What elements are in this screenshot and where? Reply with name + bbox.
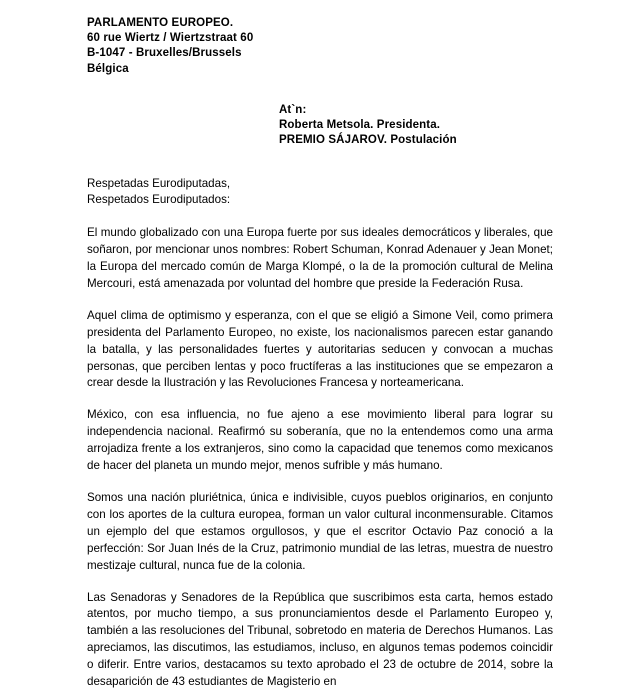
body-paragraph: México, con esa influencia, no fue ajeno a ese movimiento liberal para lograr su independencia nacional. Reafirmó su soberanía, que no la entendemos como una arma arrojadiza frente a los extranjeros, sino como la capacidad que tenemos como mexicanos de hacer del planeta un mundo mejor, menos sufrible y más humano. xyxy=(87,408,553,473)
salutation-line-female: Respetadas Eurodiputadas, xyxy=(87,177,231,191)
letter-body xyxy=(87,225,552,691)
salutation-block xyxy=(87,176,552,207)
body-paragraph: Las Senadoras y Senadores de la República que suscribimos esta carta, hemos estado atentos, por mucho tiempo, a sus pronunciamientos desde el Parlamento Europeo y, también a las resoluciones del Tribunal, sobretodo en materia de Derechos Humanos. Las apreciamos, las discutimos, las estudiamos, incluso, en algunos temas podemos coincidir o diferir. Entre varios, destacamos su texto aprobado el 23 de octubre de 2014, sobre la desaparición de 43 estudiantes de Magisterio en xyxy=(87,590,553,689)
body-paragraph: Aquel clima de optimismo y esperanza, con el que se eligió a Simone Veil, como primera presidenta del Parlamento Europeo, no existe, los nacionalismos parecen estar ganando la batalla, y las personalidades fuertes y autoritarias seducen y convocan a muchas personas, que perciben lentas y poco fructíferas a las instituciones que se empezaron a crear desde la Ilustración y las Revoluciones Francesa y norteamericana. xyxy=(87,308,553,390)
attention-block xyxy=(279,103,552,149)
body-paragraph: El mundo globalizado con una Europa fuerte por sus ideales democráticos y liberales, que soñaron, por mencionar unos nombres: Robert Schuman, Konrad Adenauer y Jean Monet; la Europa del mercado común de Marga Klompé, o la de la promoción cultural de Melina Mercouri, está amenazada por voluntad del hombre que preside la Federación Rusa. xyxy=(87,226,553,290)
body-paragraph: Somos una nación pluriétnica, única e indivisible, cuyos pueblos originarios, en conjunto con los aportes de la cultura europea, forman un valor cultural inconmensurable. Citamos un ejemplo del que estamos orgullosos, y que el escritor Octavio Paz conoció a la perfección: Sor Juan Inés de la Cruz, patrimonio mundial de las letras, muestra de nuestro mestizaje cultural, nunca fue de la colonia. xyxy=(87,491,553,572)
letterhead-line-country: Bélgica xyxy=(87,62,129,75)
attention-label: At`n: xyxy=(279,103,307,116)
letterhead-line-city: B-1047 - Bruxelles/Brussels xyxy=(87,47,242,60)
attention-recipient: Roberta Metsola. Presidenta. xyxy=(279,119,441,132)
letterhead-line-street: 60 rue Wiertz / Wiertzstraat 60 xyxy=(87,32,254,45)
letterhead-block xyxy=(87,16,552,77)
letterhead-line-organization: PARLAMENTO EUROPEO. xyxy=(87,17,234,29)
attention-subject: PREMIO SÁJAROV. Postulación xyxy=(279,134,457,147)
salutation-line-male: Respetados Eurodiputados: xyxy=(87,192,231,206)
